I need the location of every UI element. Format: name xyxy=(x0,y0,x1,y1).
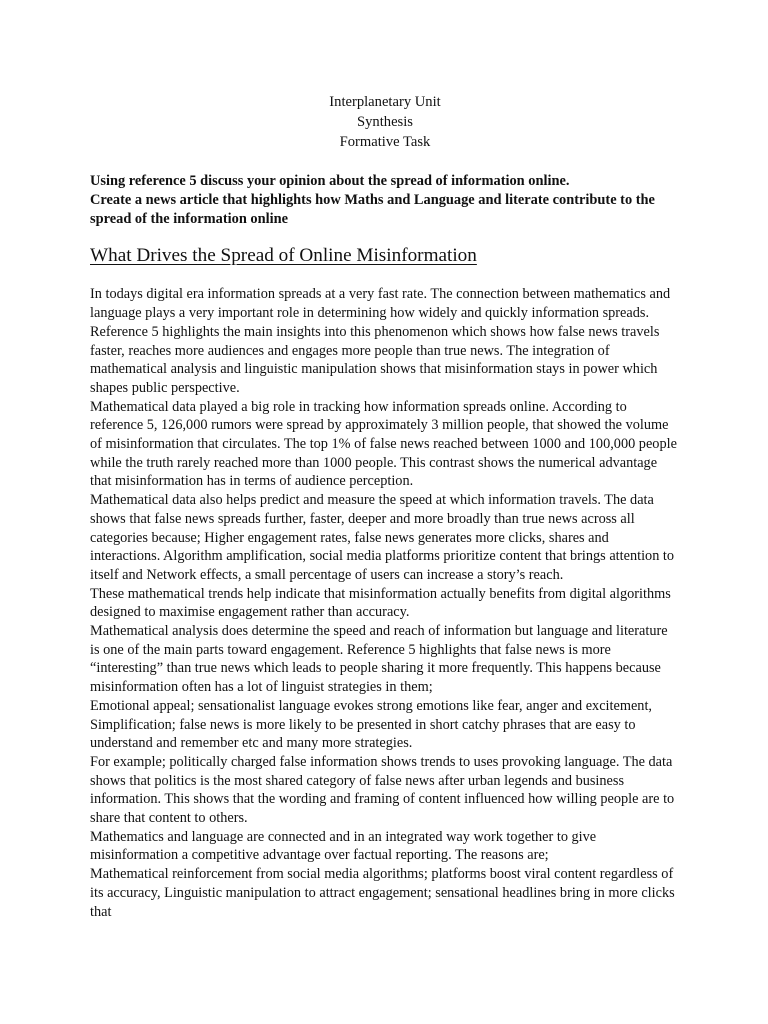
article-paragraph: Mathematical data also helps predict and measure the speed at which information travels. The data shows that false news spreads further, faster, deeper and more broadly than true news across all categories because; Higher engagement rates, false news generates more clicks, shares and interactions. Algorithm amplification, social media platforms prioritize content that brings attention to itself and Network effects, a small percentage of users can increase a story’s reach. xyxy=(90,492,675,583)
article-paragraph: In todays digital era information spreads at a very fast rate. The connection between mathematics and language plays a very important role in determining how widely and quickly information spreads. Reference 5 highlights the main insights into this phenomenon which shows how false news travels faster, reaches more audiences and engages more people than true news. The integration of mathematical analysis and linguistic manipulation shows that misinformation stays in power which shapes public perspective. xyxy=(90,286,671,396)
unit-title: Interplanetary Unit xyxy=(329,94,441,110)
task-instruction-2: Create a news article that highlights how Maths and Language and literate contribute to the spread of the information online xyxy=(90,191,655,227)
article-title: What Drives the Spread of Online Misinformation xyxy=(90,245,477,267)
article-body xyxy=(90,285,680,921)
task-instructions xyxy=(90,172,680,228)
unit-subtitle: Synthesis xyxy=(357,114,413,130)
article-paragraph: Mathematical data played a big role in tracking how information spreads online. According to reference 5, 126,000 rumors were spread by approximately 3 million people, that showed the volume of misinformation that circulates. The top 1% of false news reached between 1000 and 100,000 people while the truth rarely reached more than 1000 people. This contrast shows the numerical advantage that misinformation has in terms of audience perception. xyxy=(90,398,677,490)
article-paragraph: These mathematical trends help indicate that misinformation actually benefits from digital algorithms designed to maximise engagement rather than accuracy. xyxy=(90,585,671,621)
article-paragraph: Mathematics and language are connected and in an integrated way work together to give misinformation a competitive advantage over factual reporting. The reasons are; xyxy=(90,828,597,864)
article-paragraph: Mathematical reinforcement from social media algorithms; platforms boost viral content regardless of its accuracy, Linguistic manipulation to attract engagement; sensational headlines bring in more clicks that xyxy=(90,866,675,920)
task-type: Formative Task xyxy=(339,134,431,150)
task-instruction-1: Using reference 5 discuss your opinion about the spread of information online. xyxy=(90,173,570,189)
article-paragraph: Mathematical analysis does determine the speed and reach of information but language and literature is one of the main parts toward engagement. Reference 5 highlights that false news is more “interesting” than true news which leads to people sharing it more frequently. This happens because misinformation often has a lot of linguist strategies in them; xyxy=(90,623,668,696)
document-header xyxy=(90,92,680,152)
article-paragraph: Emotional appeal; sensationalist language evokes strong emotions like fear, anger and excitement, Simplification; false news is more likely to be presented in short catchy phrases that are easy to understand and remember etc and many more strategies. xyxy=(90,697,652,752)
article-paragraph: For example; politically charged false information shows trends to uses provoking language. The data shows that politics is the most shared category of false news after urban legends and business information. This shows that the wording and framing of content influenced how willing people are to share that content to others. xyxy=(90,753,675,827)
